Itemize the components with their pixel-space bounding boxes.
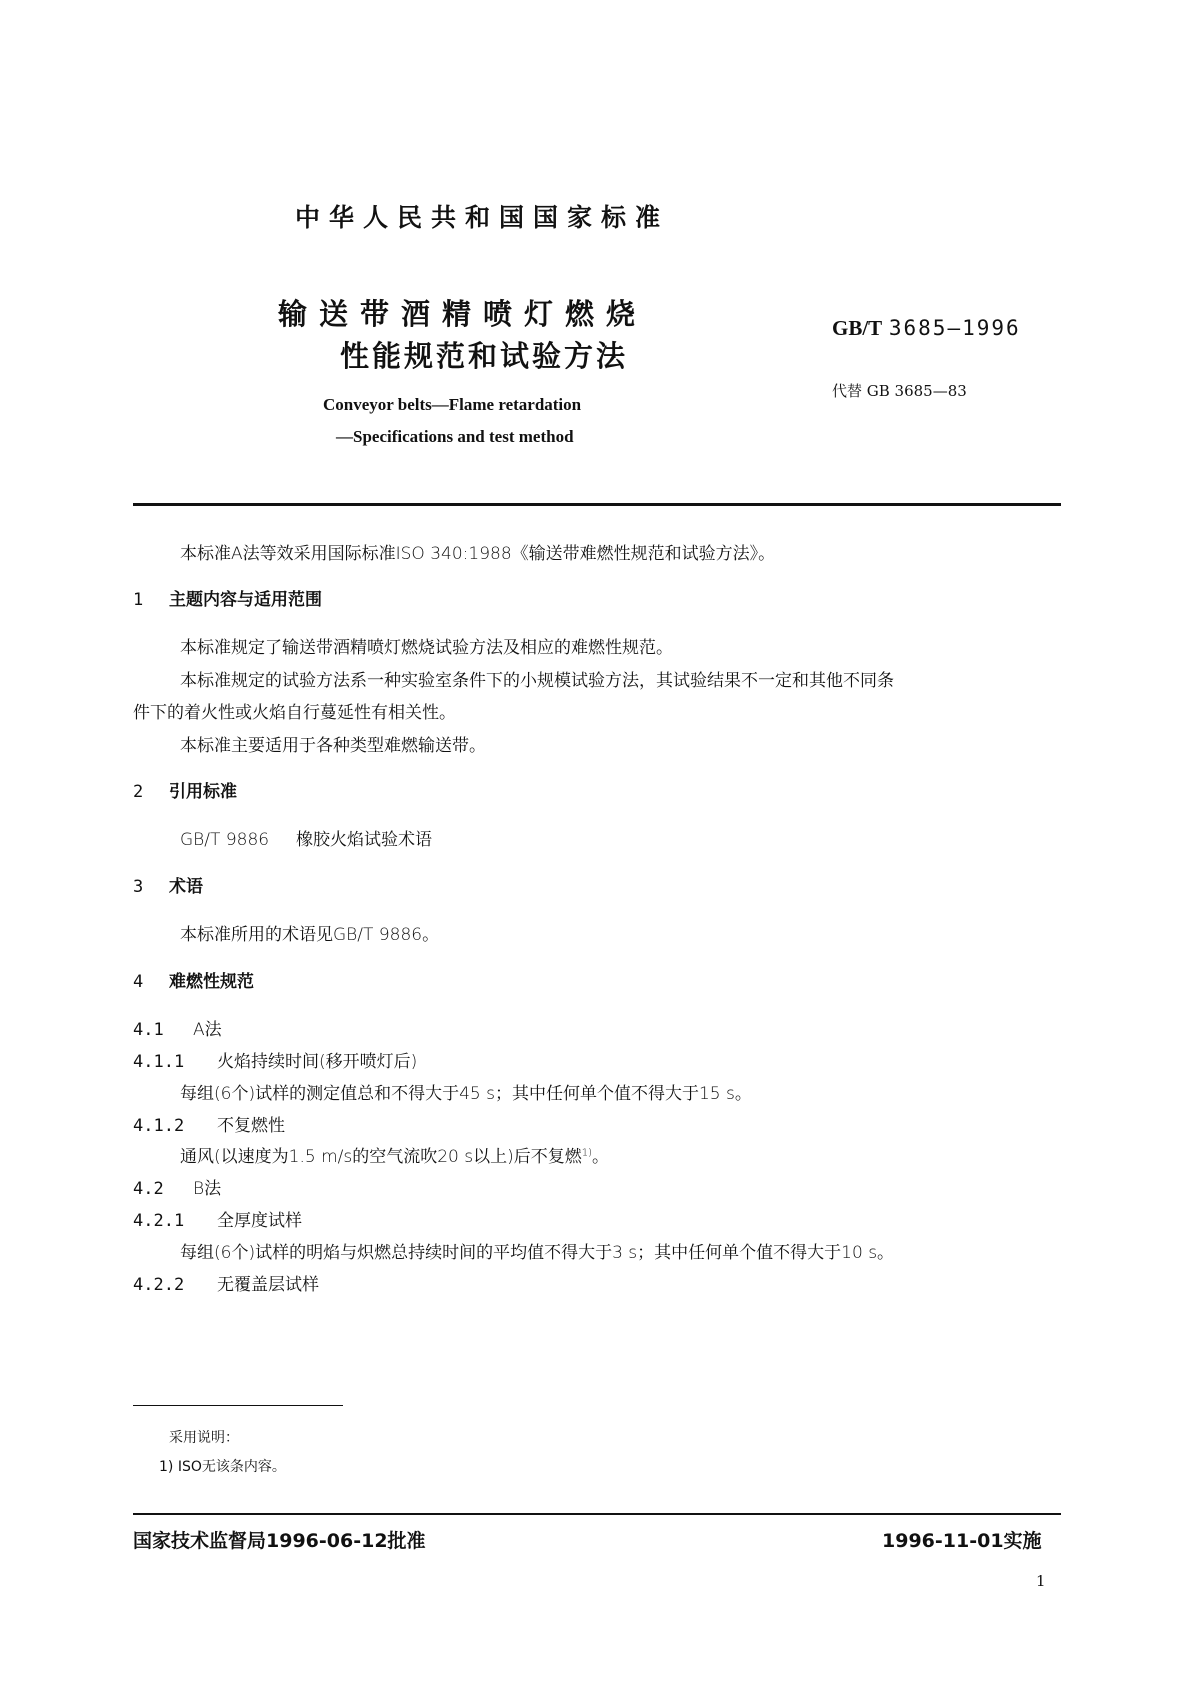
subsection-title: 不复燃性	[217, 1116, 285, 1136]
section-title: 难燃性规范	[169, 972, 254, 992]
subsection-title: B法	[193, 1179, 222, 1199]
section-number: 1	[133, 590, 144, 610]
section-1-heading	[133, 585, 322, 610]
reference-entry	[180, 825, 432, 850]
subsection-4-1-1	[133, 1047, 417, 1072]
footnote-divider	[133, 1405, 343, 1406]
section-1-paragraph-1: 本标准规定了输送带酒精喷灯燃烧试验方法及相应的难燃性规范。	[180, 638, 673, 658]
subsection-title: 火焰持续时间(移开喷灯后)	[217, 1052, 418, 1072]
subsection-4-1-2-text	[180, 1142, 609, 1167]
subsection-number: 4.2.1	[133, 1211, 185, 1231]
title-en-line2: —Specifications and test method	[336, 427, 574, 446]
subsection-title: A法	[193, 1020, 222, 1040]
subsection-4-2-1-text: 每组(6个)试样的明焰与炽燃总持续时间的平均值不得大于3 s；其中任何单个值不得大于10 s。	[180, 1243, 895, 1263]
standard-code-number: 3685—1996	[888, 316, 1021, 340]
section-1-paragraph-3: 本标准主要适用于各种类型难燃输送带。	[180, 736, 486, 756]
header-divider	[133, 503, 1061, 506]
subsection-number: 4.1	[133, 1020, 164, 1040]
footnote-marker: 1)	[581, 1147, 593, 1159]
footer-divider	[133, 1513, 1061, 1515]
subsection-text: 通风(以速度为1.5 m/s的空气流吹20 s以上)后不复燃	[180, 1147, 582, 1167]
sentence-end: 。	[592, 1147, 610, 1167]
section-title: 引用标准	[169, 782, 237, 802]
approval-date: 国家技术监督局1996-06-12批准	[133, 1530, 426, 1552]
standard-code-prefix: GB/T	[832, 316, 883, 340]
subsection-4-2-1	[133, 1206, 302, 1231]
section-3-heading	[133, 872, 203, 897]
footnote-note: 1) ISO无该条内容。	[159, 1459, 286, 1475]
subsection-number: 4.2	[133, 1179, 164, 1199]
section-1-paragraph-2b: 件下的着火性或火焰自行蔓延性有相关性。	[133, 703, 456, 723]
replaces-standard: 代替 GB 3685—83	[832, 382, 967, 400]
reference-title: 橡胶火焰试验术语	[296, 830, 432, 850]
subsection-number: 4.2.2	[133, 1275, 185, 1295]
section-2-heading	[133, 777, 237, 802]
section-number: 3	[133, 877, 144, 897]
title-cn-line1: 输送带酒精喷灯燃烧	[278, 297, 648, 331]
title-en-line1: Conveyor belts—Flame retardation	[323, 395, 582, 414]
section-number: 2	[133, 782, 144, 802]
subsection-title: 全厚度试样	[217, 1211, 302, 1231]
subsection-4-2	[133, 1174, 221, 1199]
intro-paragraph: 本标准A法等效采用国际标准ISO 340:1988《输送带难燃性规范和试验方法》。	[180, 544, 776, 564]
section-1-paragraph-2a: 本标准规定的试验方法系一种实验室条件下的小规模试验方法，其试验结果不一定和其他不同条	[180, 671, 894, 691]
section-3-paragraph: 本标准所用的术语见GB/T 9886。	[180, 925, 440, 945]
page-number: 1	[1036, 1572, 1046, 1590]
standard-code	[832, 316, 1021, 341]
section-title: 术语	[169, 877, 203, 897]
reference-code: GB/T 9886	[180, 830, 270, 850]
section-title: 主题内容与适用范围	[169, 590, 322, 610]
subsection-number: 4.1.2	[133, 1116, 185, 1136]
section-number: 4	[133, 972, 144, 992]
subsection-title: 无覆盖层试样	[217, 1275, 319, 1295]
footnote-heading: 采用说明：	[169, 1430, 239, 1446]
national-standard-heading: 中华人民共和国国家标准	[295, 203, 670, 232]
subsection-4-1	[133, 1015, 222, 1040]
subsection-4-1-1-text: 每组(6个)试样的测定值总和不得大于45 s；其中任何单个值不得大于15 s。	[180, 1084, 752, 1104]
section-4-heading	[133, 967, 254, 992]
title-cn-line2: 性能规范和试验方法	[340, 339, 629, 373]
implementation-date: 1996-11-01实施	[882, 1530, 1042, 1552]
subsection-4-2-2	[133, 1270, 319, 1295]
subsection-4-1-2	[133, 1111, 285, 1136]
subsection-number: 4.1.1	[133, 1052, 185, 1072]
